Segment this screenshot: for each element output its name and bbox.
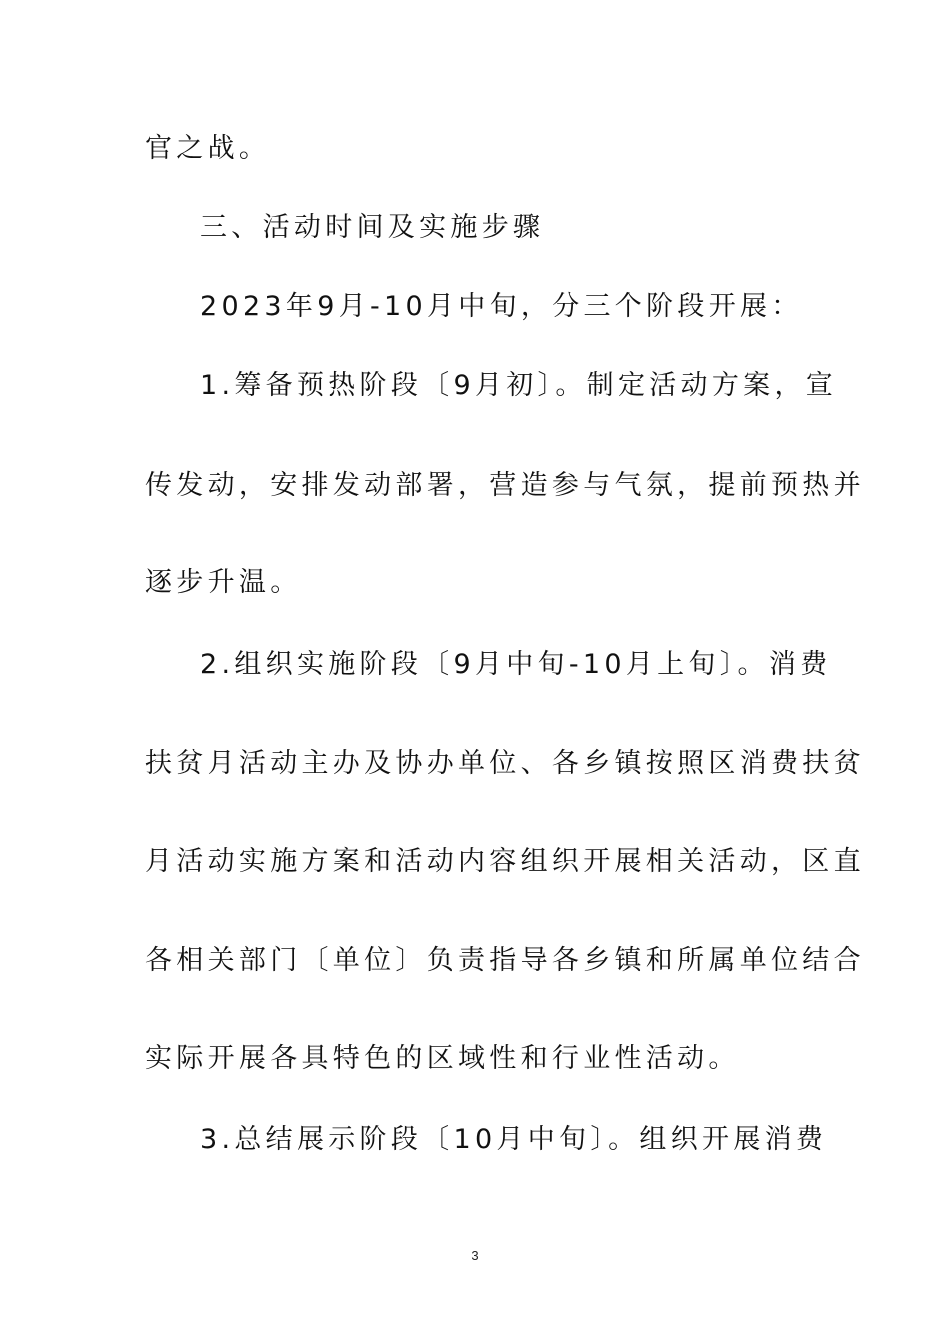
text-line-3: 2023年9月-10月中旬，分三个阶段开展： bbox=[200, 291, 803, 322]
text-line-9: 月活动实施方案和活动内容组织开展相关活动，区直 bbox=[145, 846, 865, 877]
text-line-10: 各相关部门〔单位〕负责指导各乡镇和所属单位结合 bbox=[145, 945, 865, 976]
text-line-1: 官之战。 bbox=[145, 133, 271, 164]
page-number: 3 bbox=[471, 1248, 479, 1263]
step-3-line: 3.总结展示阶段〔10月中旬〕。组织开展消费 bbox=[200, 1124, 828, 1155]
text-line-11: 实际开展各具特色的区域性和行业性活动。 bbox=[145, 1043, 740, 1074]
text-line-8: 扶贫月活动主办及协办单位、各乡镇按照区消费扶贫 bbox=[145, 748, 865, 779]
text-line-6: 逐步升温。 bbox=[145, 567, 302, 598]
section-heading: 三、活动时间及实施步骤 bbox=[200, 212, 545, 243]
text-line-5: 传发动，安排发动部署，营造参与气氛，提前预热并 bbox=[145, 470, 865, 501]
step-1-line: 1.筹备预热阶段〔9月初〕。制定活动方案，宣 bbox=[200, 370, 838, 401]
step-2-line: 2.组织实施阶段〔9月中旬-10月上旬〕。消费 bbox=[200, 649, 832, 680]
